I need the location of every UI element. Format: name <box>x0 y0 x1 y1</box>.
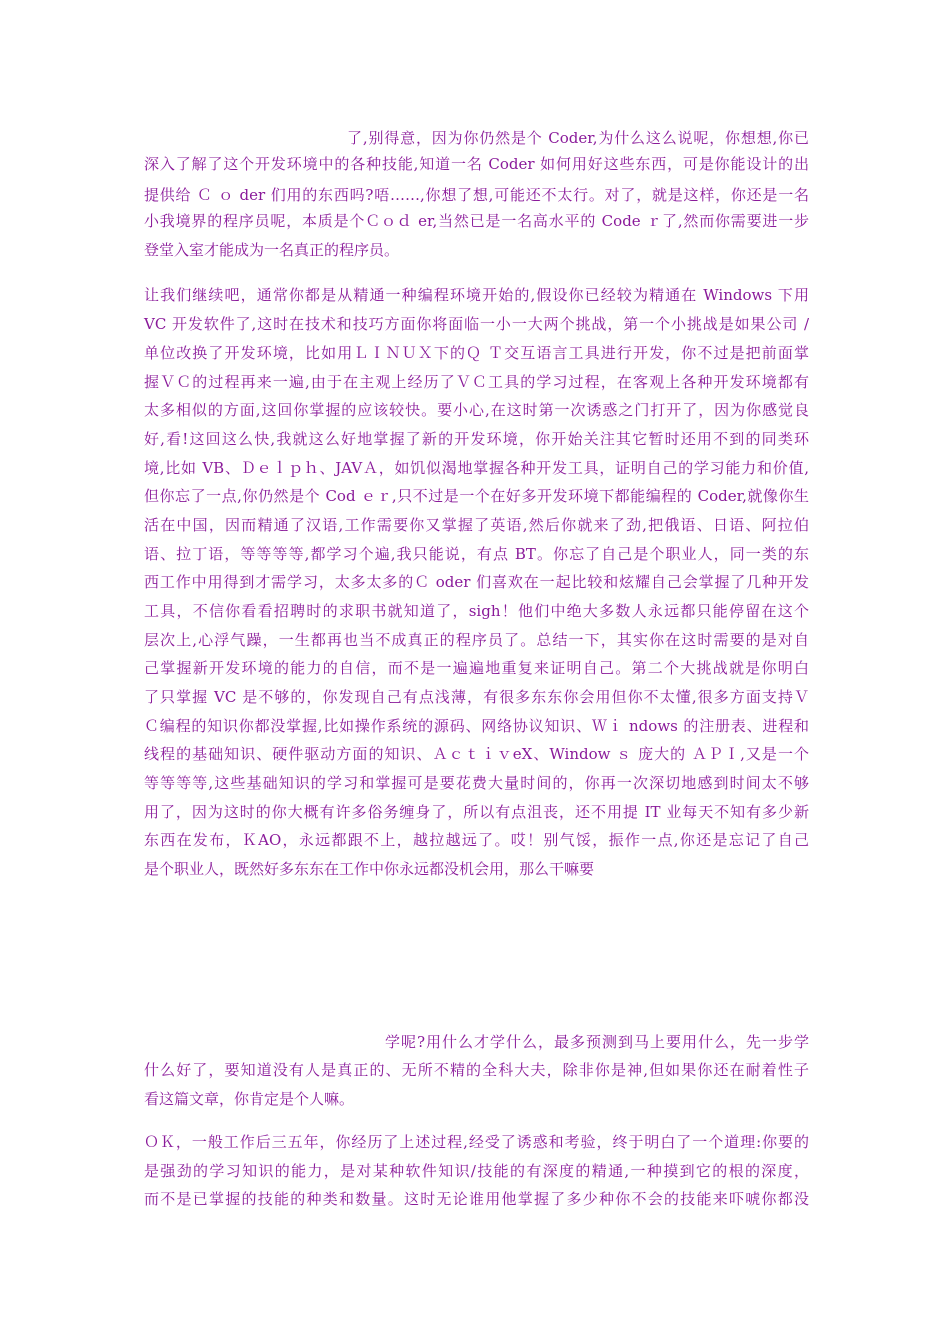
text-line: 而不是已掌握的技能的种类和数量。这时无论谁用他掌握了多少种你不会的技能来吓唬你都没 <box>144 1190 809 1208</box>
text-line: 学呢?用什么才学什么，最多预测到马上要用什么，先一步学 <box>385 1033 809 1051</box>
text-line: 西工作中用得到才需学习，太多太多的Ｃ oder 们喜欢在一起比较和炫耀自己会掌握了几种开发 <box>144 573 809 591</box>
text-line: 太多相似的方面,这回你掌握的应该较快。要小心,在这时第一次诱惑之门打开了，因为你感觉良 <box>144 401 809 419</box>
text-line: 东西在发布，ＫAO，永远都跟不上，越拉越远了。哎！别气馁，振作一点,你还是忘记了自己 <box>144 831 809 849</box>
text-line: 看这篇文章，你肯定是个人嘛。 <box>144 1090 355 1108</box>
text-line: 提供给 Ｃ ｏ der 们用的东西吗?唔……,你想了想,可能还不太行。对了，就是这样，你还是一名 <box>144 186 809 204</box>
text-line: ＯＫ，一般工作后三五年，你经历了上述过程,经受了诱惑和考验，终于明白了一个道理:你要的 <box>144 1133 809 1151</box>
text-line: 什么好了，要知道没有人是真正的、无所不精的全科大夫，除非你是神,但如果你还在耐着性子 <box>144 1061 809 1079</box>
text-line: 是强劲的学习知识的能力，是对某种软件知识/技能的有深度的精通,一种摸到它的根的深度， <box>144 1162 809 1180</box>
text-line: 境,比如 VB、Ｄｅｌｐｈ、JAVＡ，如饥似渴地掌握各种开发工具，证明自己的学习能力和价值, <box>144 459 809 477</box>
text-line: 让我们继续吧，通常你都是从精通一种编程环境开始的,假设你已经较为精通在 Windows 下用 <box>144 286 809 304</box>
text-line: 了只掌握 VC 是不够的，你发现自己有点浅薄，有很多东东你会用但你不太懂,很多方面支持Ｖ <box>144 688 809 706</box>
text-line: 深入了解了这个开发环境中的各种技能,知道一名 Coder 如何用好这些东西，可是你能设计的出 <box>144 155 809 173</box>
text-line: 单位改换了开发环境，比如用ＬＩＮＵＸ下的Ｑ Ｔ交互语言工具进行开发，你不过是把前面掌 <box>144 344 809 362</box>
text-line: 用了，因为这时的你大概有许多俗务缠身了，所以有点沮丧，还不用提 IT 业每天不知有多少新 <box>144 803 809 821</box>
text-line: VC 开发软件了,这时在技术和技巧方面你将面临一小一大两个挑战，第一个小挑战是如果公司 / <box>144 315 809 333</box>
text-line: 语、拉丁语，等等等等,都学习个遍,我只能说，有点 BT。你忘了自己是个职业人，同一类的东 <box>144 545 809 563</box>
text-line: 了,别得意，因为你仍然是个 Coder,为什么这么说呢，你想想,你已 <box>347 129 809 147</box>
text-line: 活在中国，因而精通了汉语,工作需要你又掌握了英语,然后你就来了劲,把俄语、日语、阿拉伯 <box>144 516 809 534</box>
text-line: 层次上,心浮气躁，一生都再也当不成真正的程序员了。总结一下，其实你在这时需要的是对自 <box>144 631 809 649</box>
text-line: 等等等等,这些基础知识的学习和掌握可是要花费大量时间的，你再一次深切地感到时间太不够 <box>144 774 809 792</box>
text-line: 但你忘了一点,你仍然是个 Cod ｅｒ,只不过是一个在好多开发环境下都能编程的 Coder,就像你生 <box>144 487 809 505</box>
text-line: 工具，不信你看看招聘时的求职书就知道了，sigh！他们中绝大多数人永远都只能停留在这个 <box>144 602 809 620</box>
text-line: 小我境界的程序员呢，本质是个Ｃｏｄ er,当然已是一名高水平的 Code ｒ了,然而你需要进一步 <box>144 212 809 230</box>
text-line: 己掌握新开发环境的能力的自信，而不是一遍遍地重复来证明自己。第二个大挑战就是你明白 <box>144 659 809 677</box>
text-line: 好,看!这回这么快,我就这么好地掌握了新的开发环境，你开始关注其它暂时还用不到的同类环 <box>144 430 809 448</box>
text-line: 握ＶＣ的过程再来一遍,由于在主观上经历了ＶＣ工具的学习过程，在客观上各种开发环境都有 <box>144 373 809 391</box>
text-line: 登堂入室才能成为一名真正的程序员。 <box>144 241 400 259</box>
text-line: 线程的基础知识、硬件驱动方面的知识、ＡｃｔｉｖeX、Window ｓ 庞大的 ＡＰＩ,又是一个 <box>144 745 809 763</box>
text-line: 是个职业人，既然好多东东在工作中你永远都没机会用，那么干嘛要 <box>144 860 595 878</box>
text-line: Ｃ编程的知识你都没掌握,比如操作系统的源码、网络协议知识、Ｗｉ ndows 的注册表、进程和 <box>144 717 809 735</box>
